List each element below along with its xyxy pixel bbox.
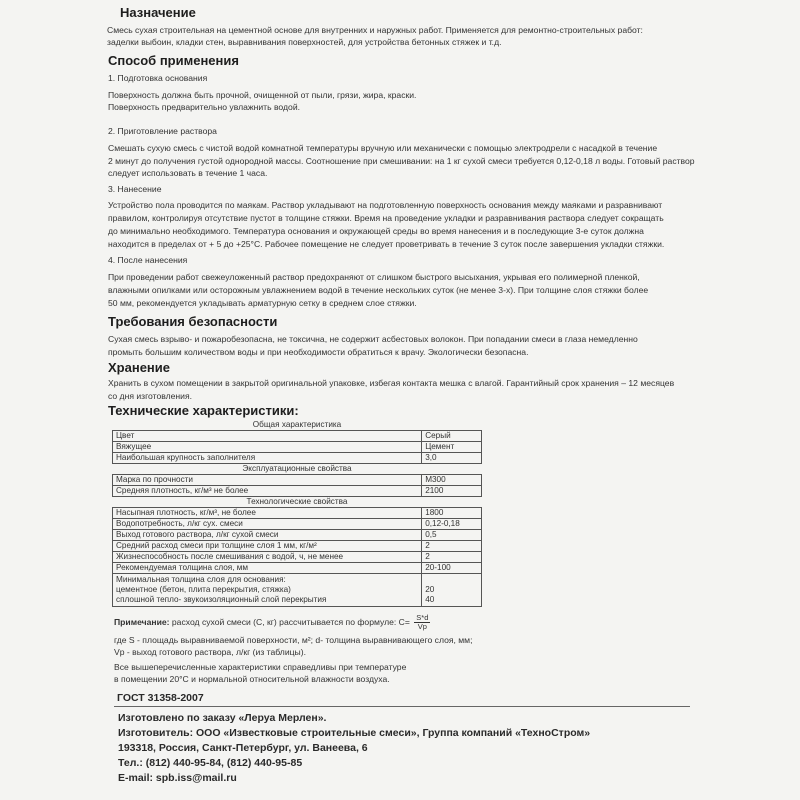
footer-divider [114, 706, 690, 707]
step3-heading: 3. Нанесение [108, 184, 162, 194]
spec-label: Цвет [113, 431, 422, 442]
min-thickness-cell [113, 574, 422, 607]
spec-value: Цемент [422, 442, 482, 453]
table-row [113, 431, 482, 442]
table-row [113, 541, 482, 552]
safety-line-1: Сухая смесь взрыво- и пожаробезопасна, не токсична, не содержит асбестовых волокон. При попадании смеси в глаза немедленно [108, 334, 638, 344]
step2-heading: 2. Приготовление раствора [108, 126, 217, 136]
table-row [113, 563, 482, 574]
purpose-line-1: Смесь сухая строительная на цементной основе для внутренних и наружных работ. Применяется для ремонтно-строительных работ: [107, 25, 643, 35]
tech-heading: Технические характеристики: [108, 403, 299, 418]
formula-numerator: S*d [416, 613, 429, 622]
spec-label: Выход готового раствора, л/кг сухой смеси [113, 530, 422, 541]
min-thickness-label: Минимальная толщина слоя для основания: [116, 575, 286, 584]
legend-line-2: Vp - выход готового раствора, л/кг (из таблицы). [114, 647, 306, 657]
min-thickness-row-1-value: 20 [425, 585, 435, 594]
spec-value: 0,12-0,18 [422, 519, 482, 530]
group-technological: Технологические свойства [113, 497, 482, 508]
spec-value: 1800 [422, 508, 482, 519]
spec-value: 2 [422, 552, 482, 563]
storage-line-1: Хранить в сухом помещении в закрытой оригинальной упаковке, избегая контакта мешка с влагой. Гарантийный срок хранения – 12 месяцев [108, 378, 675, 388]
step3-line-2: правилом, контролируя отсутствие пустот в толщине стяжки. Время на проведение укладки и разравнивания раствора следует сокращать [108, 213, 664, 223]
spec-value: 20-100 [422, 563, 482, 574]
spec-value: М300 [422, 475, 482, 486]
min-thickness-row-2-value: 40 [425, 595, 435, 604]
group-general: Общая характеристика [113, 420, 482, 431]
spec-value: 3,0 [422, 453, 482, 464]
spec-label: Марка по прочности [113, 475, 422, 486]
table-row [113, 486, 482, 497]
step4-line-1: При проведении работ свежеуложенный раствор предохраняют от слишком быстрого высыхания, укрывая его полимерной пленкой, [108, 272, 640, 282]
spec-label: Вяжущее [113, 442, 422, 453]
step4-line-3: 50 мм, рекомендуется укладывать арматурную сетку в среднем слое стяжки. [108, 298, 417, 308]
spec-label: Насыпная плотность, кг/м³, не более [113, 508, 422, 519]
spec-value: 2 [422, 541, 482, 552]
step3-line-4: находится в пределах от + 5 до +25°С. Рабочее помещение не следует проветривать в течение 3 суток после завершения укладки стяжки. [108, 239, 665, 249]
note-label: Примечание: [114, 616, 170, 627]
table-row [113, 519, 482, 530]
conditions-line-2: в помещении 20°С и нормальной относительной влажности воздуха. [114, 674, 390, 684]
table-row [113, 475, 482, 486]
gost-standard: ГОСТ 31358-2007 [117, 692, 204, 704]
spec-value: Серый [422, 431, 482, 442]
conditions-line-1: Все вышеперечисленные характеристики справедливы при температуре [114, 662, 407, 672]
spec-label: Средняя плотность, кг/м³ не более [113, 486, 422, 497]
table-row [113, 442, 482, 453]
step3-line-1: Устройство пола проводится по маякам. Раствор укладывают на подготовленную поверхность основания между маяками и разравнивают [108, 200, 663, 210]
table-row [113, 574, 482, 607]
table-row [113, 453, 482, 464]
purpose-line-2: заделки выбоин, кладки стен, выравнивания поверхностей, для устройства бетонных стяжек и т.д. [107, 37, 502, 47]
table-row [113, 530, 482, 541]
step1-heading: 1. Подготовка основания [108, 73, 208, 83]
storage-heading: Хранение [108, 360, 170, 375]
table-group-row [113, 420, 482, 431]
safety-heading: Требования безопасности [108, 314, 278, 329]
purpose-heading: Назначение [120, 5, 196, 20]
spec-label: Наибольшая крупность заполнителя [113, 453, 422, 464]
spec-label: Рекомендуемая толщина слоя, мм [113, 563, 422, 574]
table-row [113, 552, 482, 563]
spec-label: Средний расход смеси при толщине слоя 1 мм, кг/м² [113, 541, 422, 552]
made-for: Изготовлено по заказу «Леруа Мерлен». [118, 712, 327, 724]
safety-line-2: промыть большим количеством воды и при необходимости обратиться к врачу. Экологически безопасна. [108, 347, 529, 357]
email: E-mail: spb.iss@mail.ru [118, 772, 237, 784]
step2-line-2: 2 минут до получения густой однородной массы. Соотношение при смешивании: на 1 кг сухой смеси требуется 0,12-0,18 л воды. Готовый раствор [108, 156, 695, 166]
step2-line-3: следует использовать в течение 1 часа. [108, 168, 268, 178]
address: 193318, Россия, Санкт-Петербург, ул. Ванеева, 6 [118, 742, 368, 754]
formula-fraction [414, 614, 430, 631]
note-line [114, 614, 430, 631]
note-text: расход сухой смеси (С, кг) рассчитывается по формуле: С= [171, 616, 410, 627]
table-group-row [113, 497, 482, 508]
phone: Тел.: (812) 440-95-84, (812) 440-95-85 [118, 757, 303, 769]
table-group-row [113, 464, 482, 475]
group-operational: Эксплуатационные свойства [113, 464, 482, 475]
table-row [113, 508, 482, 519]
spec-label: Водопотребность, л/кг сух. смеси [113, 519, 422, 530]
step1-line-1: Поверхность должна быть прочной, очищенной от пыли, грязи, жира, краски. [108, 90, 417, 100]
formula-denominator: Vp [417, 622, 427, 631]
step1-line-2: Поверхность предварительно увлажнить водой. [108, 102, 301, 112]
spec-label: Жизнеспособность после смешивания с водой, ч, не менее [113, 552, 422, 563]
min-thickness-row-2-label: сплошной тепло- звукоизоляционный слой перекрытия [116, 595, 327, 604]
storage-line-2: со дня изготовления. [108, 391, 193, 401]
spec-table [112, 420, 482, 607]
min-thickness-row-1-label: цементное (бетон, плита перекрытия, стяжка) [116, 585, 291, 594]
step4-line-2: влажными опилками или осторожным увлажнением водой в течение нескольких суток (не менее 3-х). При толщине слоя стяжки более [108, 285, 649, 295]
method-heading: Способ применения [108, 53, 239, 68]
spec-value: 0,5 [422, 530, 482, 541]
step2-line-1: Смешать сухую смесь с чистой водой комнатной температуры вручную или механически с помощью электродрели с насадкой в течение [108, 143, 658, 153]
step4-heading: 4. После нанесения [108, 255, 188, 265]
step3-line-3: до минимально необходимого. Температура основания и окружающей среды во время нанесения и в последующие 3-е суток должна [108, 226, 644, 236]
min-thickness-values [422, 574, 482, 607]
spec-value: 2100 [422, 486, 482, 497]
manufacturer: Изготовитель: ООО «Известковые строительные смеси», Группа компаний «ТехноСтром» [118, 727, 591, 739]
legend-line-1: где S - площадь выравниваемой поверхности, м²; d- толщина выравнивающего слоя, мм; [114, 635, 473, 645]
